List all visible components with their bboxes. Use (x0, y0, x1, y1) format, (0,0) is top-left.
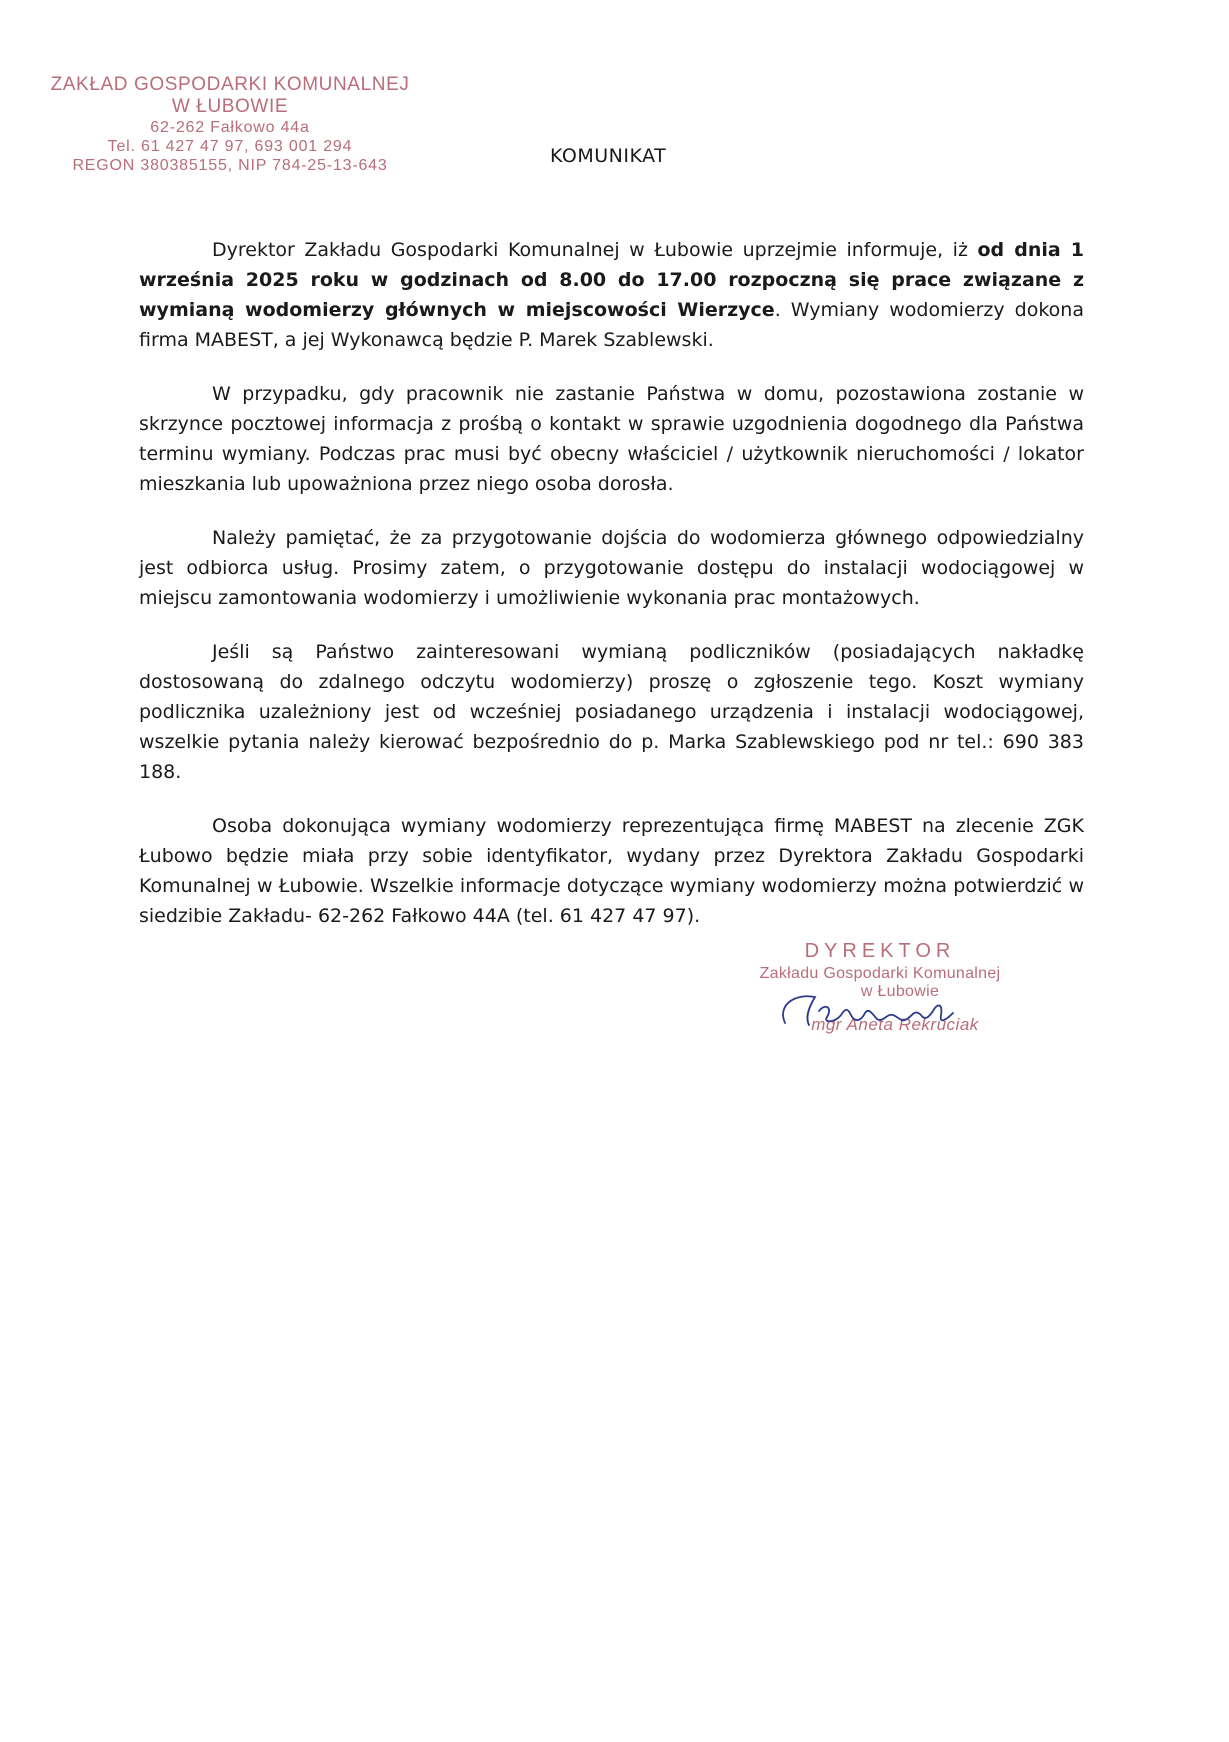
stamp-address: 62-262 Fałkowo 44a (150, 118, 310, 136)
stamp-location: w Łubowie (860, 983, 940, 1000)
paragraph-1-highlight: od dnia 1 września 2025 roku w godzinach od 8.00 do 17.00 rozpoczną się prace związane z wymianą wodomierzy głównych w miejscowości Wierzyce (139, 239, 1084, 321)
stamp-signatory: mgr Aneta Rekruciak (811, 1015, 979, 1034)
paragraph-1-intro: Dyrektor Zakładu Gospodarki Komunalnej w Łubowie uprzejmie informuje, iż (212, 239, 978, 261)
header-stamp (40, 74, 420, 175)
document-body (139, 235, 1084, 955)
stamp-org-name: ZAKŁAD GOSPODARKI KOMUNALNEJ (50, 74, 410, 95)
paragraph-5: Osoba dokonująca wymiany wodomierzy reprezentująca firmę MABEST na zlecenie ZGK Łubowo będzie miała przy sobie identyfikator, wydany przez Dyrektora Zakładu Gospodarki Komunalnej w Łubowie. Wszelkie informacje dotyczące wymiany wodomierzy można potwierdzić w siedzibie Zakładu- 62-262 Fałkowo 44A (tel. 61 427 47 97). (139, 815, 1084, 927)
paragraph-3: Należy pamiętać, że za przygotowanie dojścia do wodomierza głównego odpowiedzialny jest odbiorca usług. Prosimy zatem, o przygotowanie dostępu do instalacji wodociągowej w miejscu zamontowania wodomierzy i umożliwienie wykonania prac montażowych. (139, 527, 1084, 609)
handwritten-signature (775, 985, 975, 1045)
paragraph-2: W przypadku, gdy pracownik nie zastanie Państwa w domu, pozostawiona zostanie w skrzynce pocztowej informacja z prośbą o kontakt w sprawie uzgodnienia dogodnego dla Państwa terminu wymiany. Podczas prac musi być obecny właściciel / użytkownik nieruchomości / lokator mieszkania lub upoważniona przez niego osoba dorosła. (139, 383, 1084, 495)
paragraph-1-rest: . Wymiany wodomierzy dokona firma MABEST, a jej Wykonawcą będzie P. Marek Szablewski. (139, 299, 1084, 351)
stamp-phone: Tel. 61 427 47 97, 693 001 294 (107, 137, 353, 155)
stamp-institution: Zakładu Gospodarki Komunalnej (759, 965, 1001, 982)
paragraph-4: Jeśli są Państwo zainteresowani wymianą podliczników (posiadających nakładkę dostosowaną do zdalnego odczytu wodomierzy) proszę o zgłoszenie tego. Koszt wymiany podlicznika uzależniony jest od wcześniej posiadanego urządzenia i instalacji wodociągowej, wszelkie pytania należy kierować bezpośrednio do p. Marka Szablewskiego pod nr tel.: 690 383 188. (139, 641, 1084, 783)
paragraph-1 (139, 235, 1084, 355)
stamp-org-location: W ŁUBOWIE (171, 96, 289, 118)
stamp-regon-nip: REGON 380385155, NIP 784-25-13-643 (72, 156, 388, 174)
stamp-title: DYREKTOR (804, 940, 956, 962)
document-title: KOMUNIKAT (550, 145, 667, 167)
